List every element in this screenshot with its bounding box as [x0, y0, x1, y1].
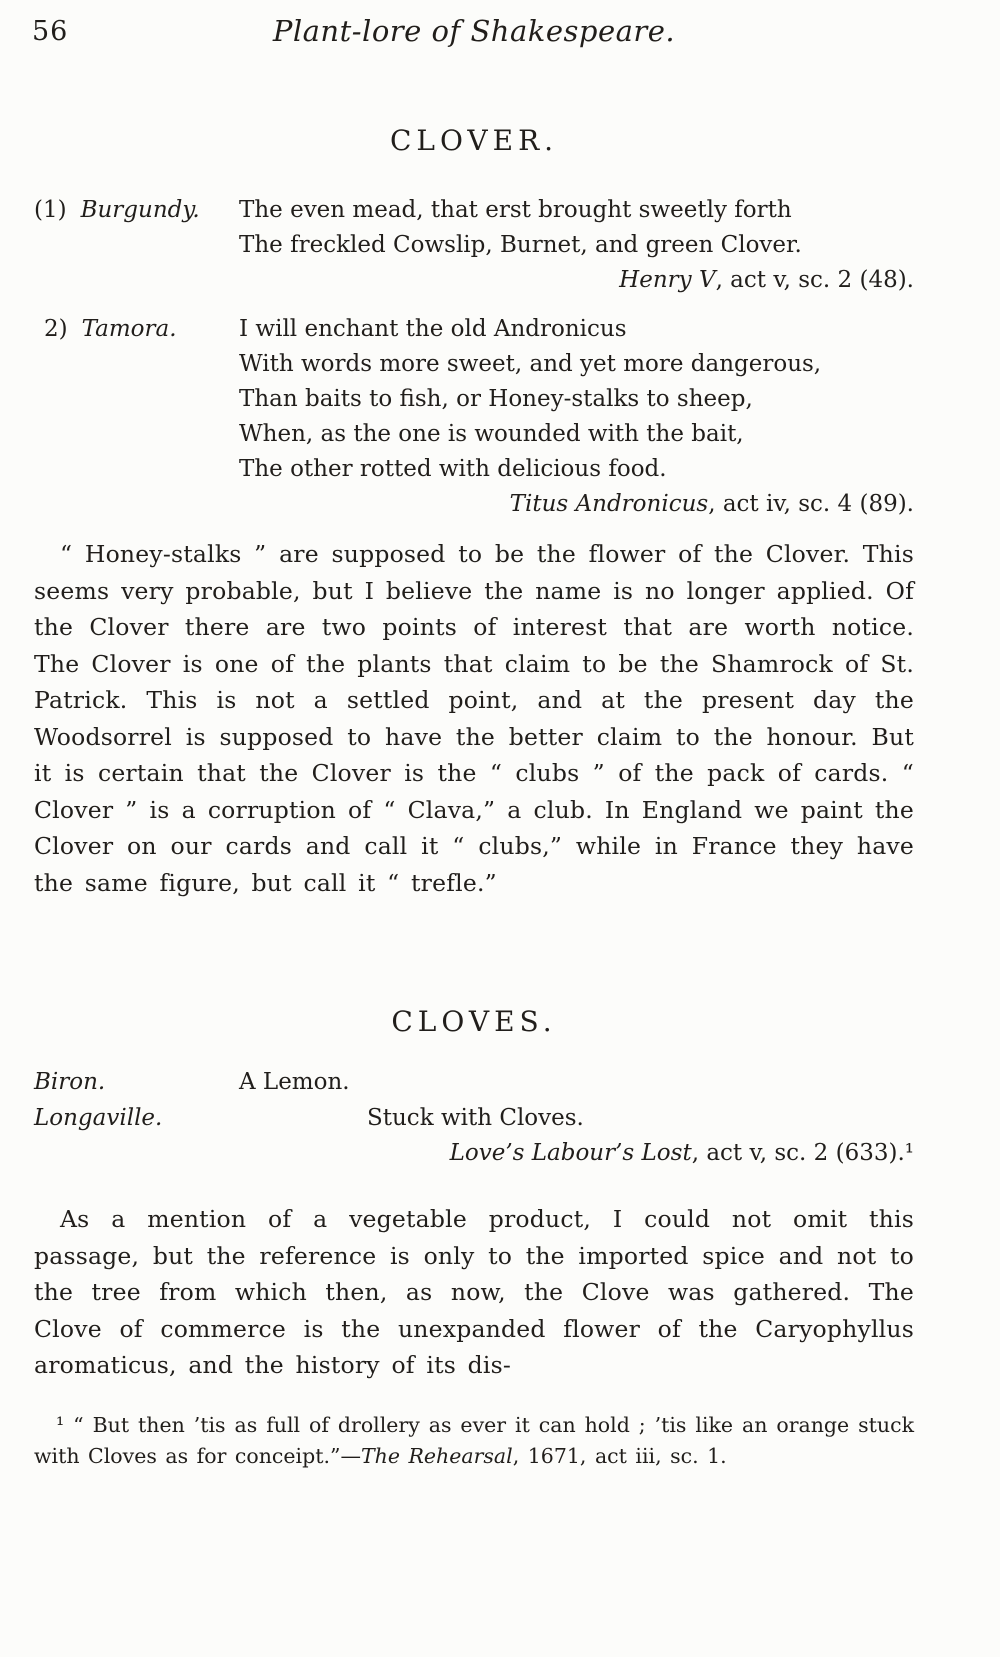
speaker-name: Longaville. — [34, 1105, 163, 1131]
footnote-text: ¹ “ But then ’tis as full of drollery as ever it can hold ; ’tis like an orange stuck with Cloves as for conceipt.”— — [34, 1412, 914, 1468]
citation-work-title: Henry V — [619, 267, 716, 293]
speaker-column — [34, 193, 239, 263]
quote-line: The other rotted with delicious food. — [239, 456, 667, 482]
citation-detail: , act v, sc. 2 (48). — [715, 267, 914, 293]
quote-line: The even mead, that erst brought sweetly forth — [239, 197, 792, 223]
citation — [34, 487, 914, 522]
quote-line: Than baits to fish, or Honey-stalks to sheep, — [239, 386, 753, 412]
citation-detail: , act v, sc. 2 (633).¹ — [691, 1140, 914, 1166]
running-title: Plant-lore of Shakespeare. — [272, 14, 676, 48]
quote-block-tamora — [34, 312, 914, 522]
quote-lines — [239, 312, 914, 487]
running-header — [34, 14, 914, 60]
footnote-work-title: The Rehearsal — [360, 1443, 513, 1468]
speaker-name: Biron. — [34, 1069, 106, 1095]
speaker-name: Burgundy. — [80, 197, 200, 223]
citation-work-title: Love’s Labour’s Lost — [449, 1140, 692, 1166]
quote-index: (1) — [34, 197, 67, 223]
quote-line: When, as the one is wounded with the bait, — [239, 421, 744, 447]
speaker-column — [34, 312, 239, 487]
clover-paragraph: “ Honey-stalks ” are supposed to be the flower of the Clover. This seems very probable, but I believe the name is no longer applied. Of the Clover there are two points of interest that are worth notice. The Clover is one of the plants that claim to be the Shamrock of St. Patrick. This is not a settled point, and at the present day the Woodsorrel is supposed to have the better claim to the honour. But it is certain that the Clover is the “ clubs ” of the pack of cards. “ Clover ” is a corruption of “ Clava,” a club. In England we paint the Clover on our cards and call it “ clubs,” while in France they have the same figure, but call it “ trefle.” — [34, 540, 914, 897]
citation-detail: , act iv, sc. 4 (89). — [708, 491, 914, 517]
quote-lines — [239, 193, 914, 263]
quote-line: I will enchant the old Andronicus — [239, 316, 627, 342]
dialogue-text: A Lemon. — [239, 1069, 350, 1095]
quote-index: 2) — [44, 316, 68, 342]
section-heading-cloves: CLOVES. — [391, 1005, 557, 1038]
section-heading-clover: CLOVER. — [389, 124, 559, 157]
quote-line: The freckled Cowslip, Burnet, and green Clover. — [239, 232, 802, 258]
quote-body — [34, 193, 914, 263]
cloves-paragraph: As a mention of a vegetable product, I could not omit this passage, but the reference is only to the imported spice and not to the tree from which then, as now, the Clove was gathered. The Clove of commerce is the unexpanded flower of the Caryophyllus aromaticus, and the history of its dis- — [34, 1205, 914, 1379]
speaker-name: Tamora. — [81, 316, 177, 342]
quote-block-burgundy — [34, 193, 914, 298]
footnote-text: , 1671, act iii, sc. 1. — [512, 1443, 727, 1468]
dialogue-row — [34, 1100, 914, 1136]
citation-work-title: Titus Andronicus — [509, 491, 709, 517]
dialogue-block — [34, 1064, 914, 1171]
page-number: 56 — [32, 16, 69, 47]
quote-line: With words more sweet, and yet more dangerous, — [239, 351, 822, 377]
citation — [34, 1136, 914, 1171]
citation — [34, 263, 914, 298]
dialogue-text: Stuck with Cloves. — [367, 1105, 584, 1131]
footnote — [34, 1410, 914, 1472]
quote-body — [34, 312, 914, 487]
dialogue-row — [34, 1064, 914, 1100]
